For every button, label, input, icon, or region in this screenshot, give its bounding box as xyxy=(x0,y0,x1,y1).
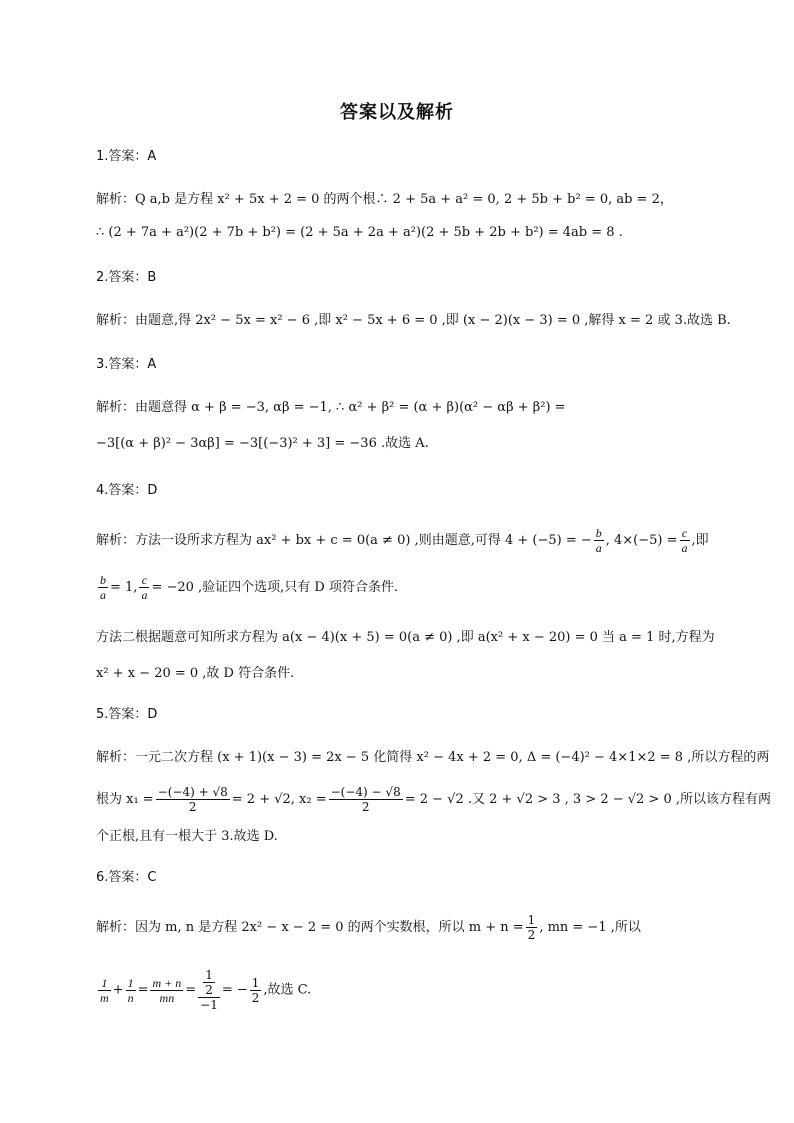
solution-3-line-2: −3[(α + β)² − 3αβ] = −3[(−3)² + 3] = −36 .故选 A. xyxy=(96,436,429,451)
solution-6-line-2-end: ,故选 C. xyxy=(263,982,312,998)
fraction-denominator: n xyxy=(127,990,134,1005)
root-2-fraction xyxy=(329,785,403,814)
solution-6-line-1 xyxy=(96,913,724,942)
fraction-numerator: 1 xyxy=(527,913,536,927)
fraction-denominator: 2 xyxy=(251,990,260,1005)
fraction-b-over-a xyxy=(98,573,108,602)
fraction-numerator: 1 xyxy=(205,968,213,982)
fraction-denominator: mn xyxy=(159,990,175,1005)
equals-sign: = xyxy=(185,982,197,998)
fraction-numerator: 1 xyxy=(251,975,260,990)
solution-4-line-3: 方法二根据题意可知所求方程为 a(x − 4)(x + 5) = 0(a ≠ 0) ,即 a(x² + x − 20) = 0 当 a = 1 时,方程为 xyxy=(96,630,715,645)
answer-2: 2.答案：B xyxy=(96,270,157,285)
solution-4-line-2-text-a: = 1, xyxy=(110,580,138,595)
solution-1-line-1: 解析：Q a,b 是方程 x² + 5x + 2 = 0 的两个根∴ 2 + 5a + a² = 0, 2 + 5b + b² = 0, ab = 2， xyxy=(96,192,673,207)
solution-5-line-2-text-a: 根为 x₁ = xyxy=(96,792,154,807)
fraction-numerator xyxy=(198,968,220,998)
fraction-numerator: 1 xyxy=(98,976,111,991)
fraction-denominator: 2 xyxy=(188,800,197,814)
root-1-fraction xyxy=(156,785,230,814)
fraction-denominator: 2 xyxy=(205,983,213,997)
solution-6-line-1-text-a: 解析：因为 m, n 是方程 2x² − x − 2 = 0 的两个实数根，所以 m + n = xyxy=(96,920,524,935)
solution-4-line-2-text-b: = −20 ,验证四个选项,只有 D 项符合条件. xyxy=(151,580,399,595)
solution-5-line-3: 个正根,且有一根大于 3.故选 D. xyxy=(96,829,278,844)
fraction-1-over-n xyxy=(126,976,136,1005)
fraction-denominator: a xyxy=(681,541,688,555)
fraction-c-over-a xyxy=(139,573,149,602)
equals-sign: = xyxy=(137,982,149,998)
fraction-one-half xyxy=(526,913,538,942)
solution-3-line-1: 解析：由题意得 α + β = −3, αβ = −1, ∴ α² + β² = (α + β)(α² − αβ + β²) = xyxy=(96,400,566,415)
answer-5: 5.答案：D xyxy=(96,707,158,722)
answer-1: 1.答案：A xyxy=(96,149,157,164)
solution-4-line-1 xyxy=(96,526,724,555)
solution-4-line-1-text-b: , 4×(−5) = xyxy=(605,533,678,548)
solution-5-line-2-text-b: = 2 + √2, x₂ = xyxy=(231,792,327,807)
solution-4-line-2 xyxy=(96,573,724,602)
solution-1-line-2: ∴ (2 + 7a + a²)(2 + 7b + b²) = (2 + 5a + 2a + a²)(2 + 5b + 2b + b²) = 4ab = 8 . xyxy=(96,225,623,240)
fraction-numerator: c xyxy=(680,526,690,541)
solution-2-line-1: 解析：由题意,得 2x² − 5x = x² − 6 ,即 x² − 5x + 6 = 0 ,即 (x − 2)(x − 3) = 0 ,解得 x = 2 或 3.故选 B. xyxy=(96,313,731,328)
equals-minus-sign: = − xyxy=(221,982,248,998)
solution-6-line-2 xyxy=(96,968,724,1012)
solution-4-line-1-text-c: ,即 xyxy=(691,533,709,548)
fraction-denominator: 2 xyxy=(527,928,536,942)
plus-sign: + xyxy=(112,982,124,998)
fraction-denominator: a xyxy=(595,541,602,555)
answer-6: 6.答案：C xyxy=(96,870,157,885)
fraction-one-half xyxy=(203,968,215,997)
fraction-numerator: 1 xyxy=(127,975,134,990)
fraction-1-over-m xyxy=(98,976,111,1005)
solution-5-line-2-text-c: = 2 − √2 .又 2 + √2 > 3 , 3 > 2 − √2 > 0 ,所以该方程有两 xyxy=(404,792,772,807)
answer-4: 4.答案：D xyxy=(96,483,158,498)
solution-5-line-1: 解析：一元二次方程 (x + 1)(x − 3) = 2x − 5 化简得 x² − 4x + 2 = 0, Δ = (−4)² − 4×1×2 = 8 ,所以方程的两 xyxy=(96,750,770,765)
fraction-numerator: b xyxy=(595,526,602,540)
answer-3: 3.答案：A xyxy=(96,357,157,372)
compound-fraction xyxy=(198,968,220,1012)
fraction-denominator: a xyxy=(100,588,106,602)
fraction-sum-over-product xyxy=(150,976,183,1005)
fraction-numerator: −(−4) + √8 xyxy=(157,785,228,799)
fraction-b-over-a xyxy=(594,526,604,555)
fraction-denominator: 2 xyxy=(361,800,370,814)
fraction-numerator: m + n xyxy=(152,975,182,990)
page-title: 答案以及解析 xyxy=(340,102,454,123)
fraction-denominator: a xyxy=(141,588,148,602)
solution-4-line-4: x² + x − 20 = 0 ,故 D 符合条件. xyxy=(96,666,295,681)
fraction-denominator: −1 xyxy=(200,998,218,1012)
fraction-c-over-a xyxy=(680,526,690,555)
fraction-one-half xyxy=(250,976,262,1005)
solution-4-line-1-text-a: 解析：方法一设所求方程为 ax² + bx + c = 0(a ≠ 0) ,则由题意,可得 4 + (−5) = − xyxy=(96,533,592,548)
fraction-numerator: −(−4) − √8 xyxy=(330,785,401,799)
fraction-numerator: b xyxy=(100,573,106,587)
solution-6-line-1-text-b: , mn = −1 ,所以 xyxy=(539,920,641,935)
fraction-denominator: m xyxy=(100,990,109,1005)
solution-5-line-2 xyxy=(96,785,772,814)
fraction-numerator: c xyxy=(139,573,149,588)
